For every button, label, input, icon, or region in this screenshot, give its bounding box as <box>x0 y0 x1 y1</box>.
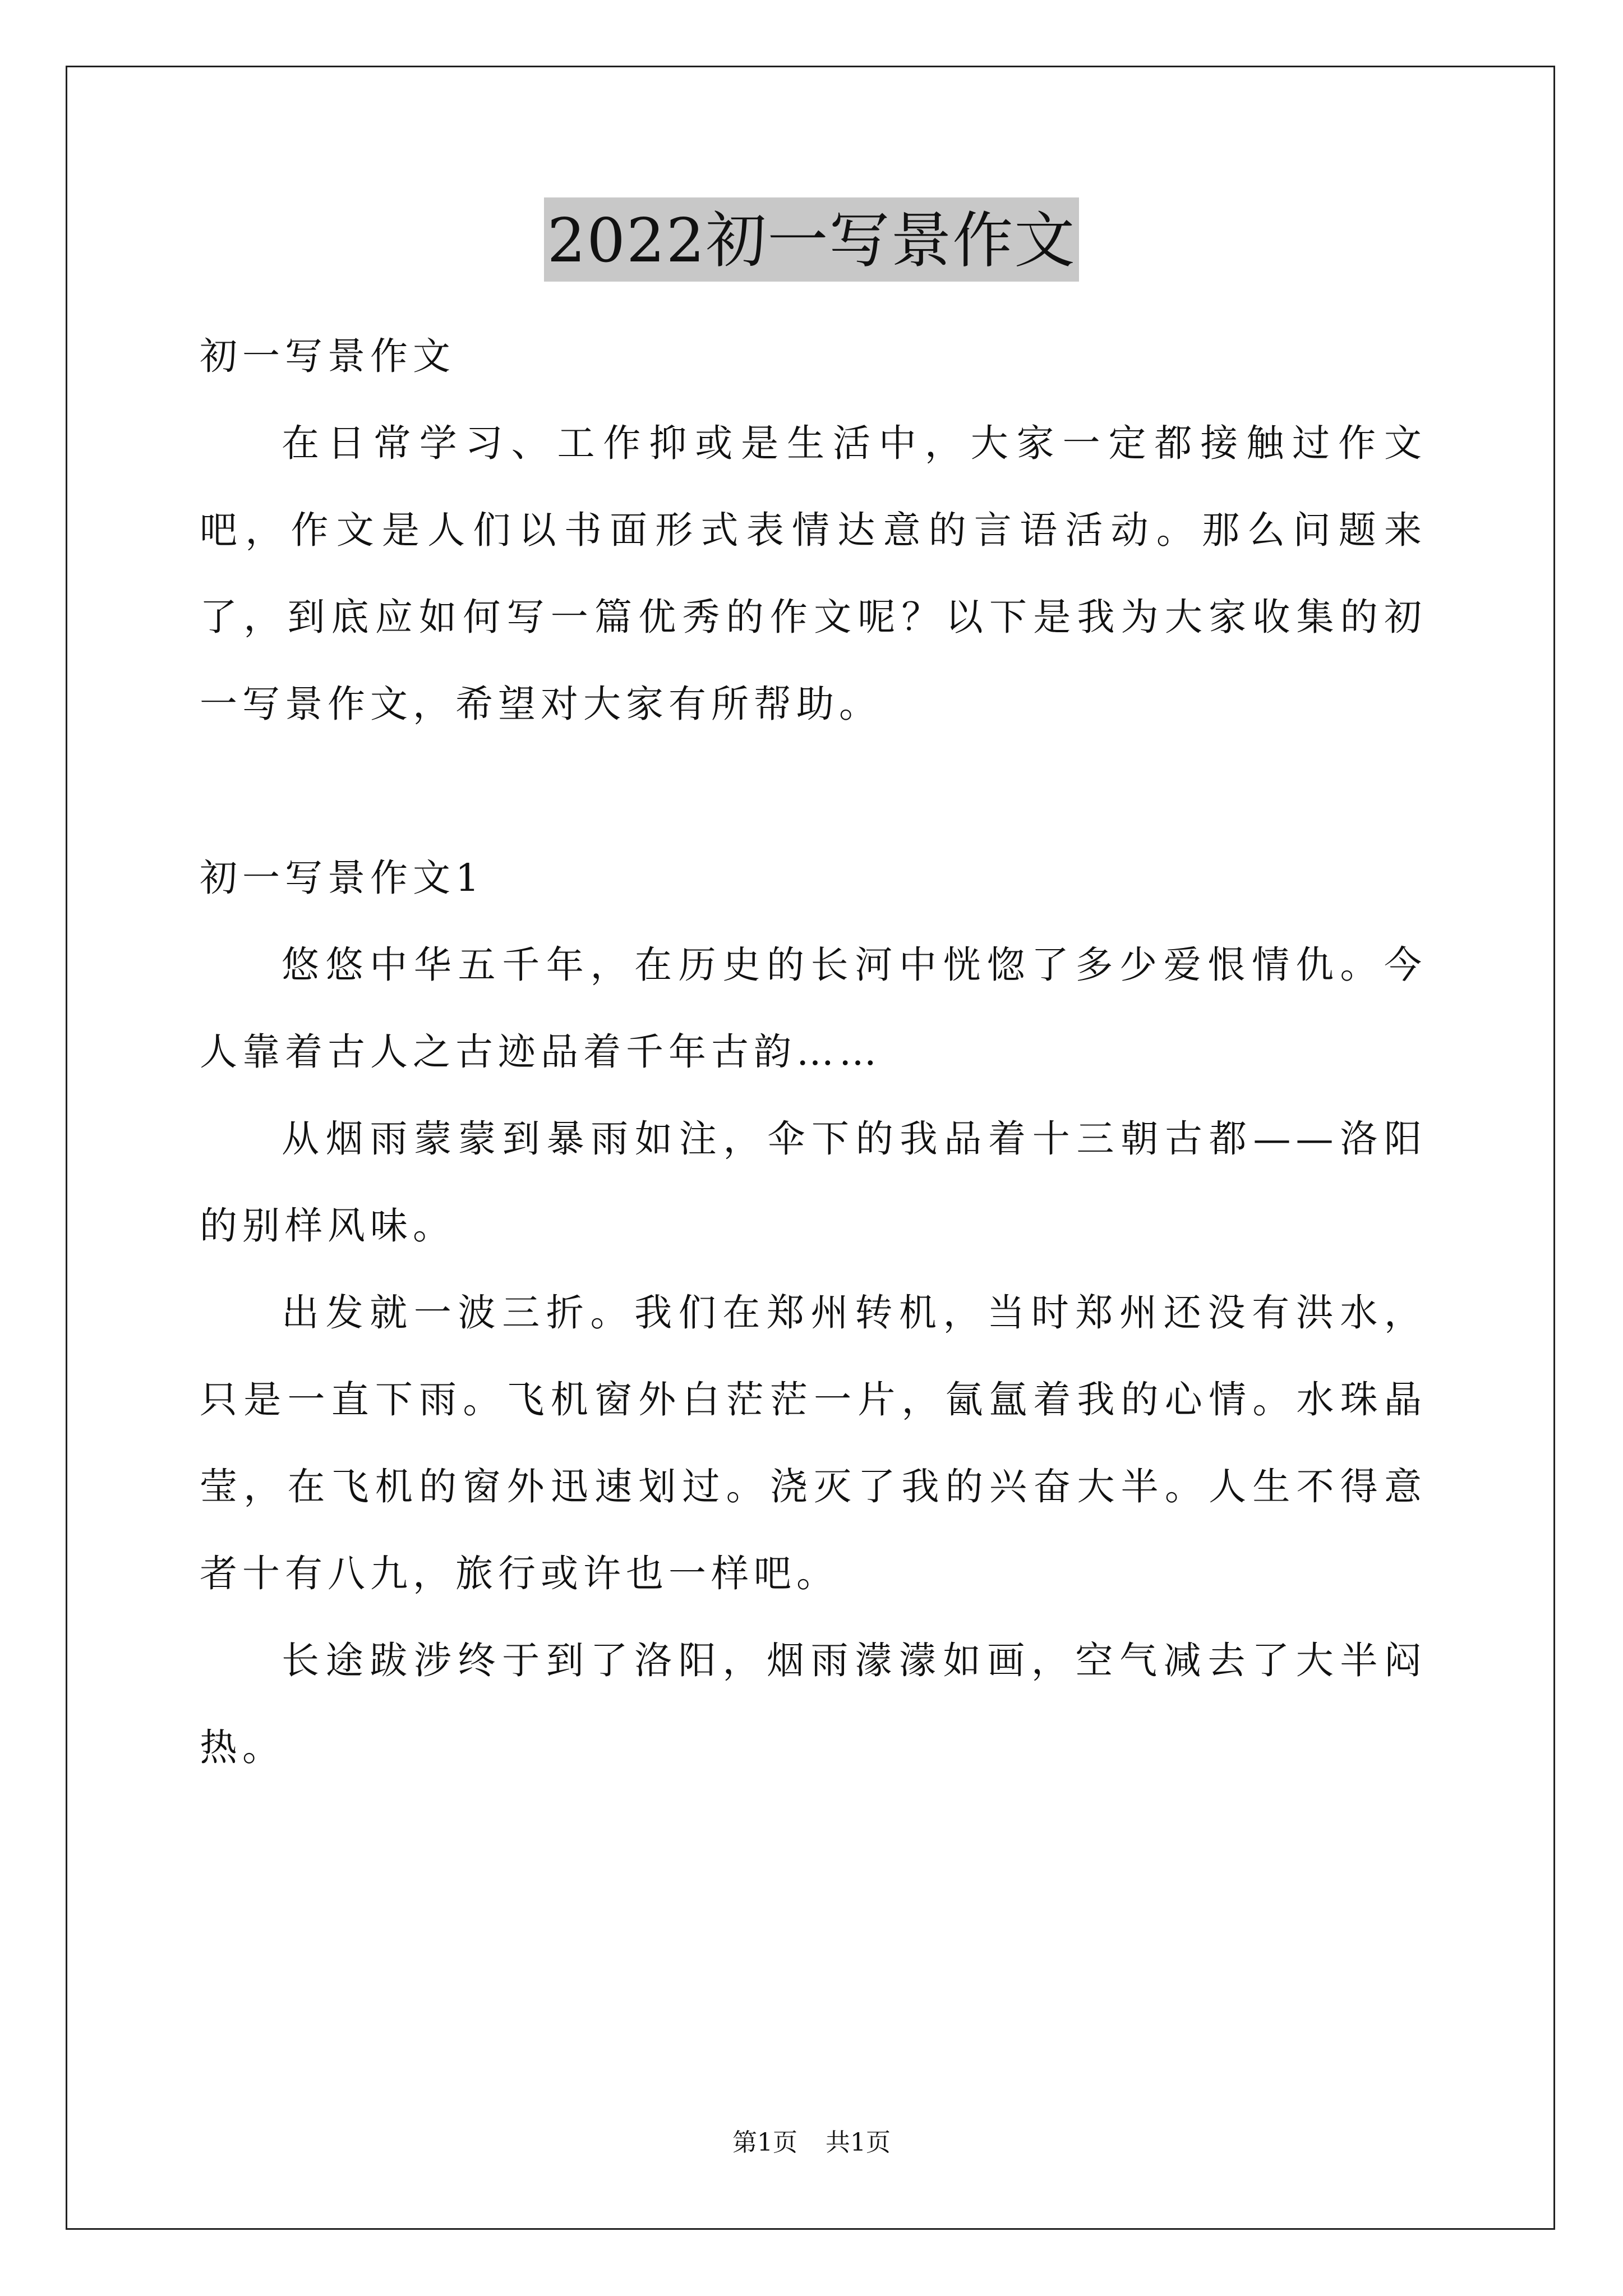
page-number: 第1页 <box>732 2128 797 2157</box>
body-paragraph: 出发就一波三折。我们在郑州转机，当时郑州还没有洪水，只是一直下雨。飞机窗外白茫茫一片，氤氲着我的心情。水珠晶莹，在飞机的窗外迅速划过。浇灭了我的兴奋大半。人生不得意者十有八九，旅行或许也一样吧。 <box>200 1291 1427 1595</box>
section-heading: 初一写景作文1 <box>200 856 485 900</box>
document-body <box>200 313 1427 1791</box>
body-paragraph: 悠悠中华五千年，在历史的长河中恍惚了多少爱恨情仇。今人靠着古人之古迹品着千年古韵…… <box>200 943 1427 1074</box>
body-paragraph: 从烟雨蒙蒙到暴雨如注，伞下的我品着十三朝古都——洛阳的别样风味。 <box>200 1117 1427 1248</box>
page-total: 共1页 <box>826 2128 891 2157</box>
section-gap <box>200 748 1427 835</box>
intro-paragraph: 在日常学习、工作抑或是生活中，大家一定都接触过作文吧，作文是人们以书面形式表情达意的言语活动。那么问题来了，到底应如何写一篇优秀的作文呢？以下是我为大家收集的初一写景作文，希望对大家有所帮助。 <box>200 421 1427 726</box>
document-title: 2022初一写景作文 <box>544 197 1080 282</box>
title-container <box>0 197 1623 282</box>
body-paragraph: 长途跋涉终于到了洛阳，烟雨濛濛如画，空气减去了大半闷热。 <box>200 1639 1427 1769</box>
intro-heading: 初一写景作文 <box>200 334 455 378</box>
page-footer <box>0 2126 1623 2160</box>
